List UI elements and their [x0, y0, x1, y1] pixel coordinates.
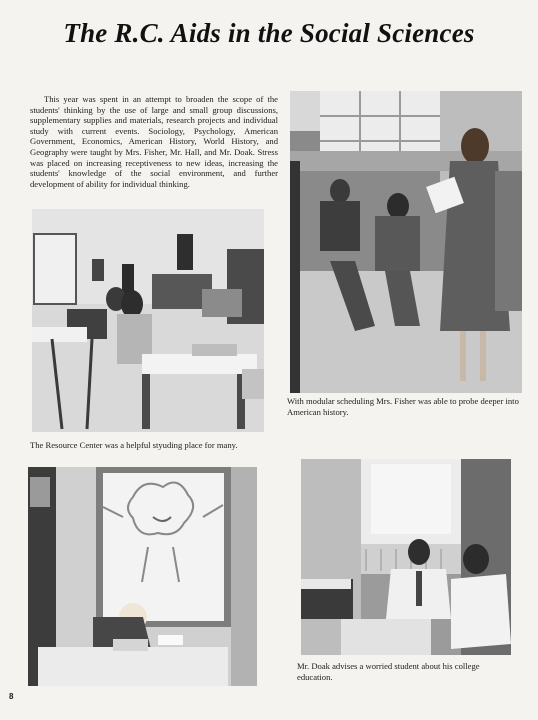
classroom-caption: With modular scheduling Mrs. Fisher was able to probe deeper into American history. — [287, 396, 519, 417]
bulletin-board-photo — [28, 467, 257, 686]
page-number: 8 — [9, 692, 14, 701]
doak-advising-photo — [301, 459, 511, 655]
page-title: The R.C. Aids in the Social Sciences — [63, 18, 475, 48]
resource-center-photo — [32, 209, 264, 432]
resource-center-caption: The Resource Center was a helpful styuding place for many. — [30, 440, 238, 450]
doak-caption: Mr. Doak advises a worried student about his college education. — [297, 661, 480, 682]
classroom-photo — [290, 91, 522, 393]
body-paragraph: This year was spent in an attempt to broaden the scope of the students' thinking by the use of large and small group discussions, supplementary supplies and materials, research projects and individual study with current events. Sociology, Psychology, American Government, Economics, American History, World History, and Geography were taught by Mrs. Fisher, Mr. Hall, and Mr. Doak. Stress was placed on increasing receptiveness to new ideas, increasing the students' knowledge of the social environment, and further development of ability for individual thinking. — [30, 94, 278, 189]
